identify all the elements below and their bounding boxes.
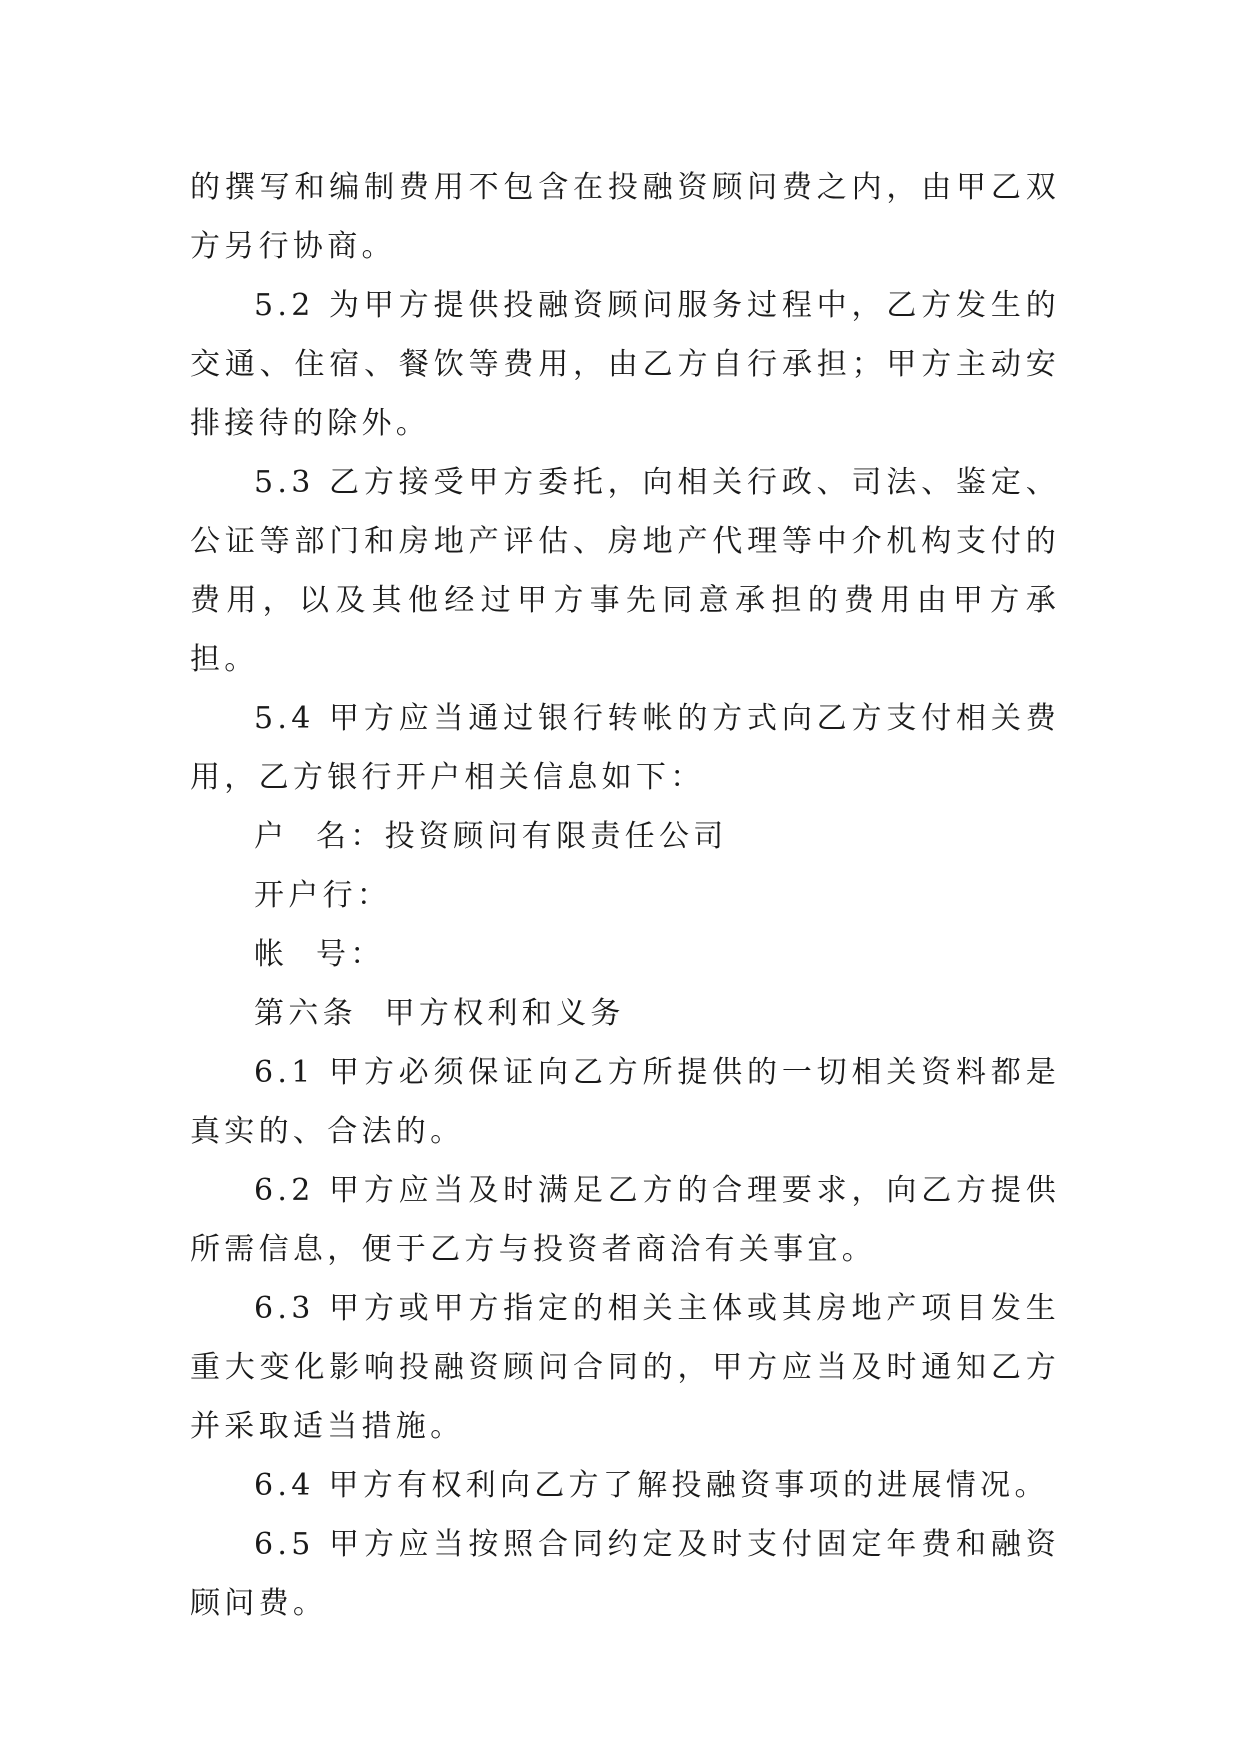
clause-6-2: 6.2 甲方应当及时满足乙方的合理要求，向乙方提供所需信息，便于乙方与投资者商洽有关事宜。 — [190, 1173, 1060, 1267]
paragraph-fee-continuation: 的撰写和编制费用不包含在投融资顾问费之内，由甲乙双方另行协商。 — [190, 170, 1060, 264]
clause-5-2: 5.2 为甲方提供投融资顾问服务过程中，乙方发生的交通、住宿、餐饮等费用，由乙方自行承担；甲方主动安排接待的除外。 — [190, 288, 1060, 441]
bank-name: 开户行： — [254, 878, 392, 913]
clause-6-4: 6.4 甲方有权利向乙方了解投融资事项的进展情况。 — [254, 1468, 1049, 1503]
article-six-heading: 第六条 甲方权利和义务 — [254, 996, 625, 1031]
clause-6-1: 6.1 甲方必须保证向乙方所提供的一切相关资料都是真实的、合法的。 — [190, 1055, 1060, 1149]
bank-account-name: 户 名：投资顾问有限责任公司 — [254, 819, 728, 854]
clause-6-3: 6.3 甲方或甲方指定的相关主体或其房地产项目发生重大变化影响投融资顾问合同的，甲方应当及时通知乙方并采取适当措施。 — [190, 1291, 1060, 1444]
bank-account-number: 帐 号： — [254, 937, 385, 972]
clause-5-4: 5.4 甲方应当通过银行转帐的方式向乙方支付相关费用，乙方银行开户相关信息如下： — [190, 701, 1060, 795]
document-body — [190, 158, 1060, 1633]
clause-6-5: 6.5 甲方应当按照合同约定及时支付固定年费和融资顾问费。 — [190, 1527, 1060, 1621]
clause-5-3: 5.3 乙方接受甲方委托，向相关行政、司法、鉴定、公证等部门和房地产评估、房地产代理等中介机构支付的费用，以及其他经过甲方事先同意承担的费用由甲方承担。 — [190, 465, 1060, 677]
